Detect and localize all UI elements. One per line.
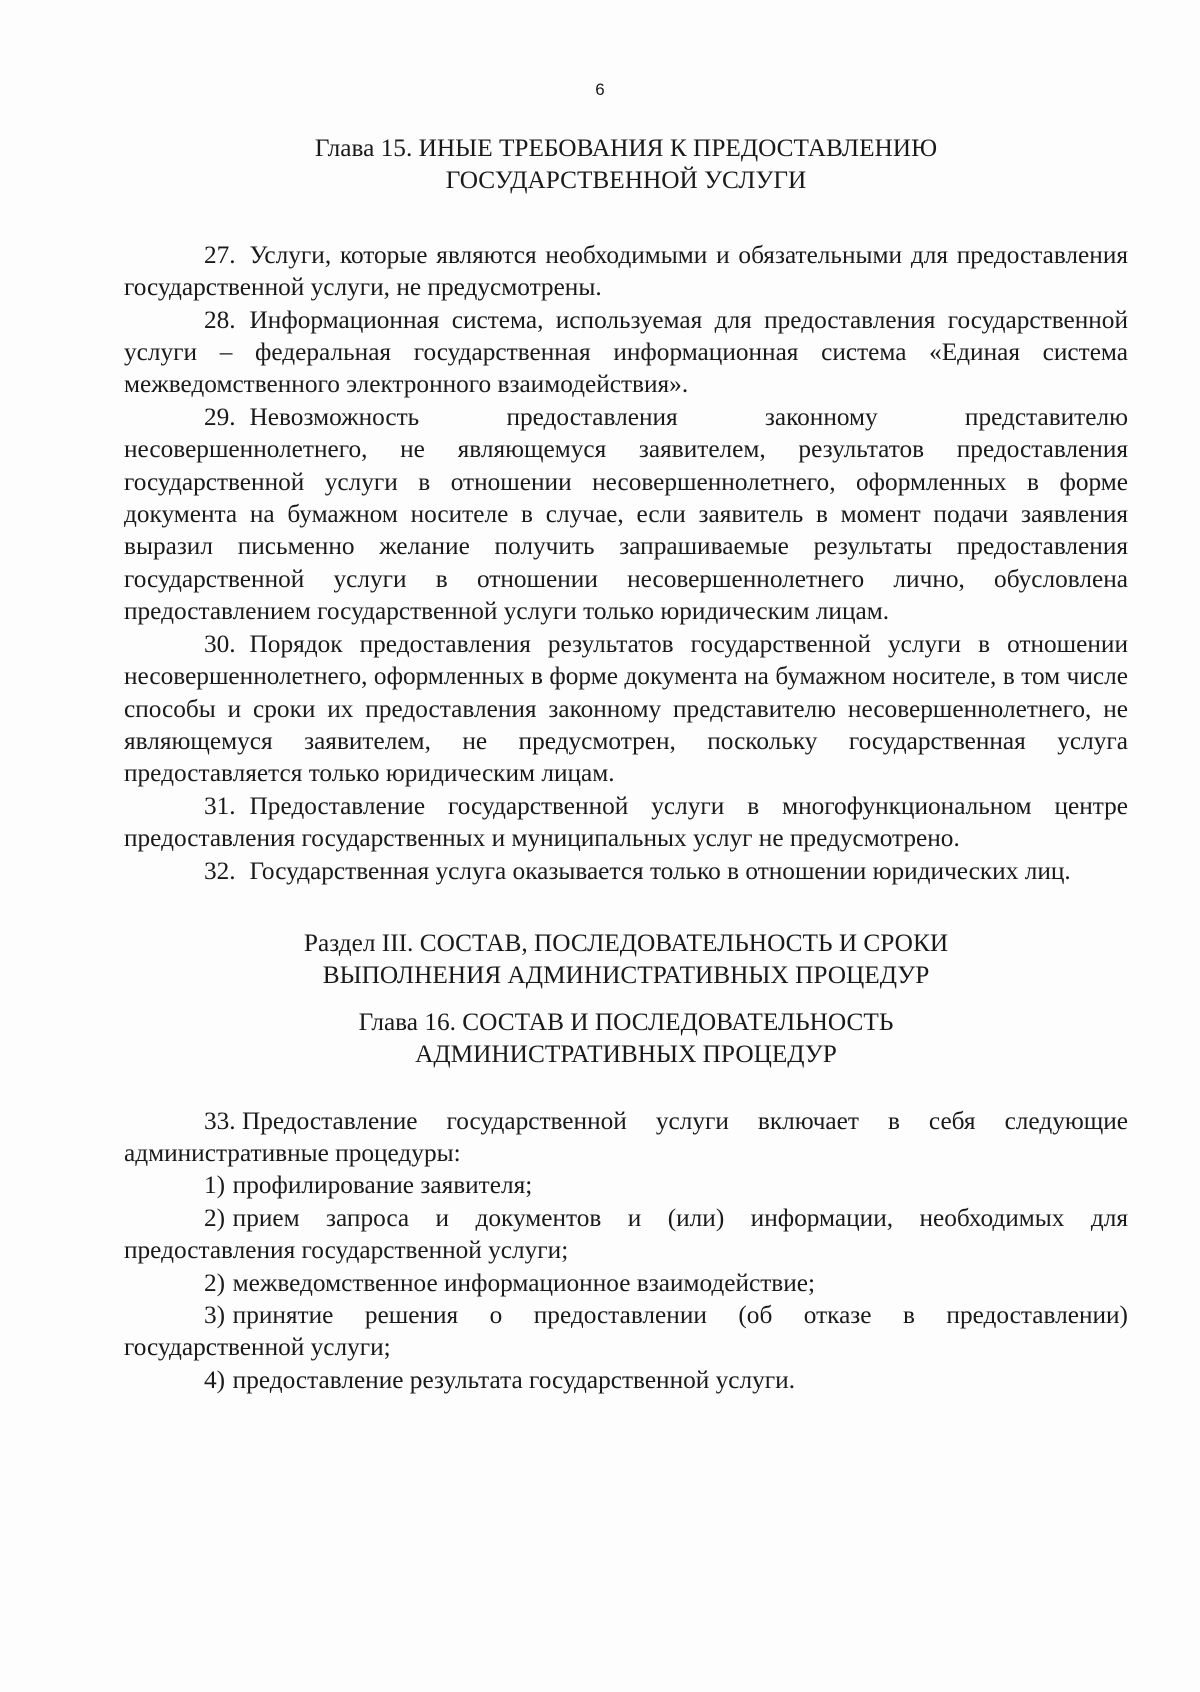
page-number: 6 (595, 80, 605, 99)
paragraph-number: 29. (204, 402, 236, 431)
paragraph-text: Услуги, которые являются необходимыми и обязательными для предоставления государственной услуги, не предусмотрены. (124, 240, 1128, 302)
list-item-number: 4) (204, 1365, 226, 1394)
paragraph-number: 32. (204, 856, 236, 885)
paragraph-text: Информационная система, используемая для предоставления государственной услуги – федеральная государственная информационная система «Единая система межведомственного электронного взаимодействия». (124, 305, 1128, 399)
paragraph-number: 31. (204, 791, 236, 820)
paragraph-number: 27. (204, 240, 236, 269)
paragraph-text: Государственная услуга оказывается только в отношении юридических лиц. (249, 856, 1071, 885)
paragraph-30 (124, 628, 1128, 790)
paragraph-text: Порядок предоставления результатов государственной услуги в отношении несовершеннолетнего, оформленных в форме документа на бумажном носителе, в том числе способы и сроки их предоставления законному представителю несовершеннолетнего, не являющемуся заявителем, не предусмотрен, поскольку государственная услуга предоставляется только юридическим лицам. (124, 629, 1128, 788)
paragraph-number: 30. (204, 629, 236, 658)
paragraph-29 (124, 401, 1128, 628)
paragraph-number: 33. (204, 1106, 236, 1135)
list-item-text: принятие решения о предоставлении (об отказе в предоставлении) государственной услуги; (124, 1301, 1128, 1362)
list-item-text: межведомственное информационное взаимодействие; (232, 1268, 816, 1297)
list-item (124, 1169, 1128, 1201)
paragraph-text: Предоставление государственной услуги включает в себя следующие административные процедуры: (124, 1106, 1128, 1167)
paragraph-text: Невозможность предоставления законному представителю несовершеннолетнего, не являющемуся заявителем, результатов предоставления государственной услуги в отношении несовершеннолетнего, оформленных в форме документа на бумажном носителе в случае, если заявитель в момент подачи заявления выразил письменно желание получить запрашиваемые результаты предоставления государственной услуги в отношении несовершеннолетнего лично, обусловлена предоставлением государственной услуги только юридическим лицам. (124, 402, 1128, 626)
chapter-15-title-line-2: ГОСУДАРСТВЕННОЙ УСЛУГИ (445, 166, 807, 195)
paragraph-33 (124, 1105, 1128, 1170)
list-item-number: 2) (204, 1203, 226, 1232)
list-item (124, 1267, 1128, 1299)
section-3-heading (124, 927, 1128, 992)
chapter-16-title-line-1: Глава 16. СОСТАВ И ПОСЛЕДОВАТЕЛЬНОСТЬ (358, 1007, 894, 1036)
list-item (124, 1202, 1128, 1267)
list-item (124, 1364, 1128, 1396)
list-item-text: профилирование заявителя; (232, 1171, 533, 1200)
list-item-number: 3) (204, 1301, 226, 1329)
paragraph-32 (124, 855, 1128, 887)
list-item-text: прием запроса и документов и (или) информации, необходимых для предоставления государственной услуги; (124, 1203, 1128, 1265)
list-item (124, 1299, 1128, 1364)
section-3-title-line-2: ВЫПОЛНЕНИЯ АДМИНИСТРАТИВНЫХ ПРОЦЕДУР (322, 961, 930, 990)
list-item-text: предоставление результата государственной услуги. (232, 1365, 796, 1394)
chapter-16-title-line-2: АДМИНИСТРАТИВНЫХ ПРОЦЕДУР (415, 1040, 837, 1069)
list-item-number: 2) (204, 1268, 226, 1297)
paragraph-28 (124, 304, 1128, 401)
document-body (124, 132, 1128, 1396)
paragraph-text: Предоставление государственной услуги в многофункциональном центре предоставления государственных и муниципальных услуг не предусмотрено. (124, 791, 1128, 853)
section-3-title-line-1: Раздел III. СОСТАВ, ПОСЛЕДОВАТЕЛЬНОСТЬ И СРОКИ (303, 928, 949, 957)
paragraph-31 (124, 790, 1128, 855)
paragraph-number: 28. (204, 305, 236, 334)
chapter-16-heading (124, 1006, 1128, 1071)
list-item-number: 1) (204, 1171, 226, 1200)
paragraph-27 (124, 239, 1128, 304)
chapter-15-heading (124, 132, 1128, 197)
chapter-15-title-line-1: Глава 15. ИНЫЕ ТРЕБОВАНИЯ К ПРЕДОСТАВЛЕНИЮ (314, 134, 938, 162)
